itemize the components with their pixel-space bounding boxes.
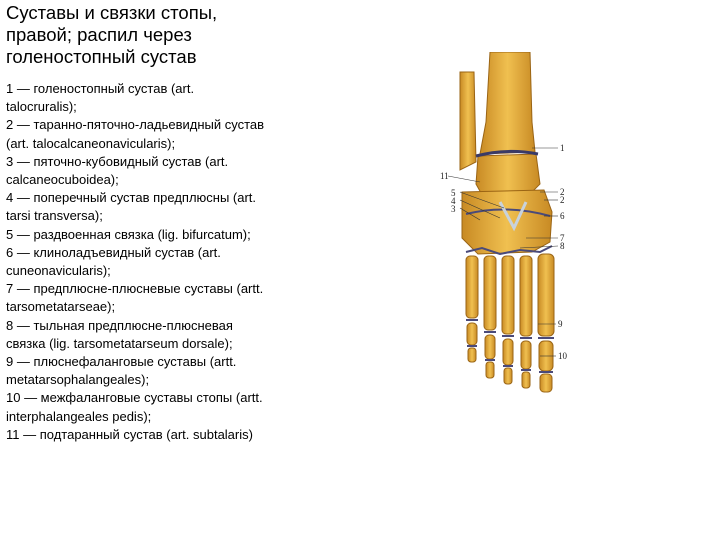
legend-item: 8 — тыльная предплюсне-плюсневая связка (lig. tarsometatarseum dorsale); xyxy=(6,317,233,351)
legend-item: 4 — поперечный сустав предплюсны (art. tarsi transversa); xyxy=(6,190,257,224)
phalanx-bone xyxy=(522,372,530,388)
callout-1: 1 xyxy=(560,143,565,153)
phalanx-bone xyxy=(486,362,494,378)
callout-5: 5 xyxy=(451,188,456,198)
callout-3: 3 xyxy=(451,204,456,214)
legend-item: 10 — межфаланговые суставы стопы (artt. interphalangeales pedis); xyxy=(6,390,263,424)
callout-2b: 2 xyxy=(560,195,565,205)
fibula-bone xyxy=(460,72,476,170)
tibia-bone xyxy=(480,52,535,154)
legend-item: 11 — подтаранный сустав (art. subtalaris) xyxy=(6,426,253,442)
metatarsal-bone xyxy=(502,256,514,334)
legend-item: 9 — плюснефаланговые суставы (artt. metatarsophalangeales); xyxy=(6,354,237,388)
callout-8: 8 xyxy=(560,241,565,251)
phalanx-bone xyxy=(540,374,552,392)
metatarsal-bone xyxy=(520,256,532,336)
phalanx-bone xyxy=(467,323,477,345)
legend-item: 2 — таранно-пяточно-ладьевидный сустав (art. talocalcaneonavicularis); xyxy=(6,117,265,151)
page-title: Суставы и связки стопы, правой; распил через голеностопный сустав xyxy=(6,2,218,67)
callout-7: 7 xyxy=(560,233,565,243)
callout-2: 2 xyxy=(560,187,565,197)
legend-item: 6 — клиноладъевидный сустав (art. cuneonavicularis); xyxy=(6,244,221,279)
callout-11: 11 xyxy=(440,171,449,181)
tarsal-bones xyxy=(462,190,552,254)
callout-6: 6 xyxy=(560,211,565,221)
legend-item: 7 — предплюсне-плюсневые суставы (artt. tarsometatarseae); xyxy=(6,281,264,315)
legend-item: 5 — раздвоенная связка (lig. bifurcatum); xyxy=(6,226,251,242)
phalanx-bone xyxy=(503,339,513,365)
legend-list xyxy=(6,80,268,444)
callout-4: 4 xyxy=(451,196,456,206)
phalanx-bone xyxy=(485,335,495,359)
callout-9: 9 xyxy=(558,319,563,329)
callout-10: 10 xyxy=(558,351,567,361)
phalanx-bone xyxy=(468,348,476,362)
foot-anatomy-figure xyxy=(440,52,580,397)
phalanx-bone xyxy=(504,368,512,384)
legend-item: 3 — пяточно-кубовидный сустав (art. calcaneocuboidea); xyxy=(6,153,229,188)
metatarsal-bone xyxy=(484,256,496,330)
phalanx-bone xyxy=(521,341,531,369)
legend-item: 1 — голеностопный сустав (art. talocruralis); xyxy=(6,81,195,115)
metatarsal-bone xyxy=(466,256,478,318)
